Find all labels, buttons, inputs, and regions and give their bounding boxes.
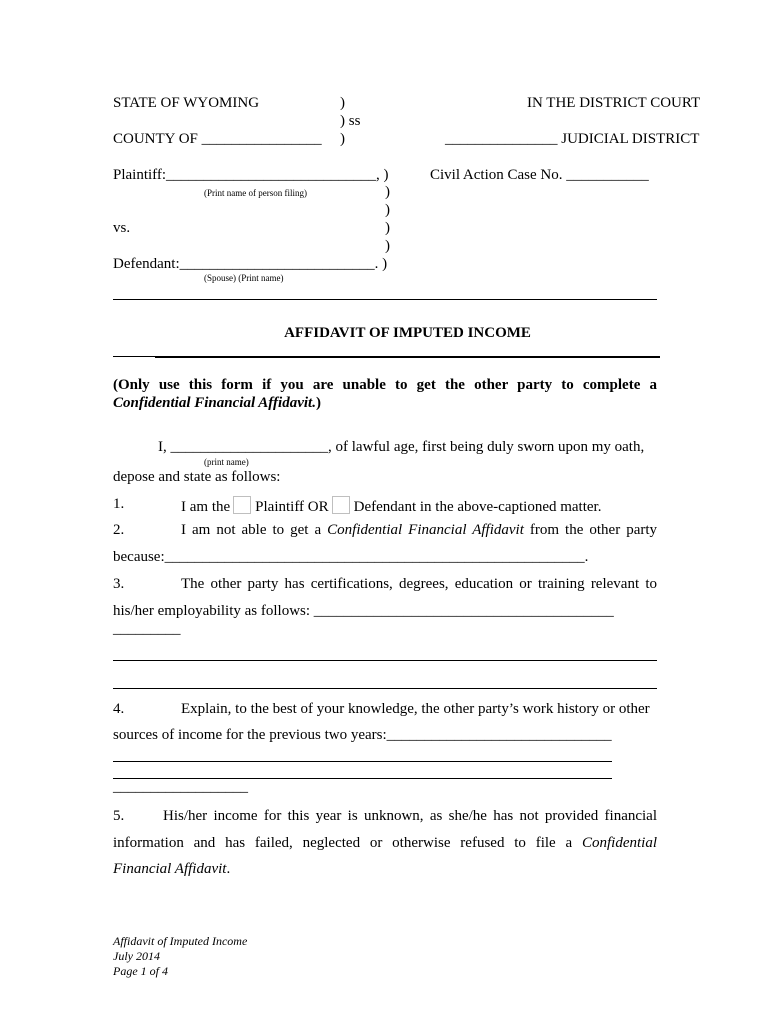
item2-italic: Confidential Financial Affidavit: [327, 522, 524, 538]
oath-prefix: I,: [158, 439, 171, 455]
income-history-answer-line[interactable]: [113, 761, 612, 762]
defendant-checkbox[interactable]: [332, 496, 350, 514]
title-rule-thin: [113, 356, 155, 357]
item-number: 3.: [113, 576, 125, 592]
case-number-field[interactable]: Civil Action Case No. ___________: [430, 167, 649, 183]
item2-tail: from the other party: [529, 522, 658, 538]
footer-title: Affidavit of Imputed Income: [113, 934, 248, 948]
employability-answer-line[interactable]: [113, 660, 657, 661]
employability-field[interactable]: his/her employability as follows: ________________________________________: [113, 603, 614, 619]
oath-line2: depose and state as follows:: [113, 469, 281, 485]
defendant-hint: (Spouse) (Print name): [204, 273, 284, 283]
vs-label: vs.: [113, 220, 131, 236]
item5-italic: Confidential: [582, 835, 657, 851]
employability-answer-line[interactable]: [113, 688, 657, 689]
defendant-field[interactable]: Defendant:__________________________. ): [113, 256, 388, 272]
reason-field[interactable]: because:________________________________________________________.: [113, 549, 589, 565]
caption-paren: ): [340, 95, 345, 111]
item1-text: [181, 496, 601, 516]
affiant-name-field[interactable]: _____________________: [170, 439, 328, 455]
item5-line2: [113, 835, 657, 852]
item-number: 5.: [113, 808, 125, 824]
defendant-option-label: Defendant in the above-captioned matter.: [353, 499, 602, 515]
item5-line1: His/her income for this year is unknown, as she/he has not provided financial: [163, 808, 657, 824]
plaintiff-field[interactable]: Plaintiff:____________________________, ): [113, 167, 389, 183]
caption-paren: ): [385, 238, 390, 254]
ss-label: ) ss: [340, 113, 361, 129]
caption-paren: ): [385, 202, 390, 218]
usage-note-line2: [113, 395, 321, 412]
item2-line1: [181, 522, 657, 539]
item5-period: .: [226, 861, 231, 877]
usage-note-italic: Confidential Financial Affidavit.: [113, 395, 316, 411]
income-history-field[interactable]: sources of income for the previous two years:______________________________: [113, 727, 612, 743]
income-history-field-cont[interactable]: __________________: [113, 779, 248, 795]
item5-lead: information and has failed, neglected or otherwise refused to file a: [113, 835, 573, 851]
item1-lead: I am the: [181, 499, 231, 515]
usage-note-close: ): [315, 395, 321, 411]
item5-line3: [113, 861, 230, 878]
caption-paren: ): [385, 184, 390, 200]
item2-lead: I am not able to get a: [181, 522, 322, 538]
item5-italic-end: Financial Affidavit: [113, 861, 227, 877]
item3-line1: The other party has certifications, degrees, education or training relevant to: [181, 576, 657, 592]
plaintiff-option-label: Plaintiff OR: [255, 499, 329, 515]
usage-note: (Only use this form if you are unable to get the other party to complete a: [113, 377, 657, 393]
footer-page: Page 1 of 4: [113, 964, 168, 978]
state-label: STATE OF WYOMING: [113, 95, 260, 111]
page-title: AFFIDAVIT OF IMPUTED INCOME: [284, 325, 531, 341]
employability-field-cont[interactable]: _________: [113, 621, 181, 637]
item-number: 1.: [113, 496, 125, 512]
item4-line1: Explain, to the best of your knowledge, the other party’s work history or other: [181, 701, 650, 717]
court-label: IN THE DISTRICT COURT: [527, 95, 701, 111]
title-rule-thick: [155, 356, 660, 358]
county-field[interactable]: COUNTY OF ________________: [113, 131, 322, 147]
caption-paren: ): [340, 131, 345, 147]
item-number: 4.: [113, 701, 125, 717]
oath-line: [158, 439, 644, 456]
plaintiff-checkbox[interactable]: [233, 496, 251, 514]
plaintiff-hint: (Print name of person filing): [204, 188, 307, 198]
caption-paren: ): [385, 220, 390, 236]
footer-date: July 2014: [113, 949, 160, 963]
judicial-district-field[interactable]: _______________ JUDICIAL DISTRICT: [445, 131, 700, 147]
caption-divider: [113, 299, 657, 300]
item-number: 2.: [113, 522, 125, 538]
oath-suffix: , of lawful age, first being duly sworn upon my oath,: [328, 439, 645, 455]
print-name-hint: (print name): [204, 457, 249, 467]
